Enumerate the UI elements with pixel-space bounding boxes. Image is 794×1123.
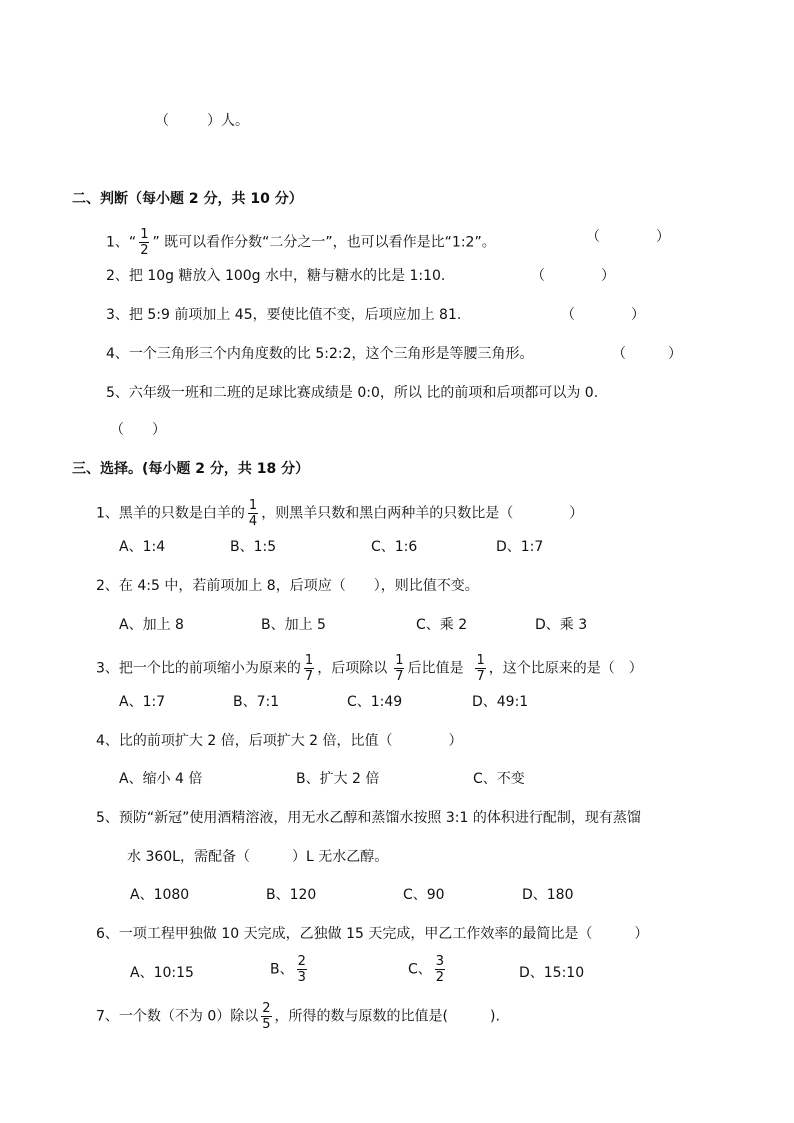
judge-q2-text: 2、把 10g 糖放入 100g 水中，糖与糖水的比是 1:10. [106,268,446,284]
choice-q2-text: 2、在 4:5 中，若前项加上 8，后项应（ ），则比值不变。 [96,578,479,594]
fraction-denominator: 5 [262,1017,271,1032]
choice-q4-option-b[interactable]: B、扩大 2 倍 [296,771,380,787]
fraction-denominator: 4 [248,514,258,529]
choice-q6-option-c[interactable] [408,954,448,985]
fraction-denominator: 3 [297,970,306,985]
choice-q7 [96,1001,500,1032]
section-3-heading: 三、选择。(每小题 2 分，共 18 分） [72,461,310,477]
choice-q1 [96,498,583,529]
choice-q4-option-c[interactable]: C、不变 [473,771,525,787]
choice-q4-option-a[interactable]: A、缩小 4 倍 [119,771,203,787]
fraction-one-half [139,227,149,258]
choice-q3-mid: ，后项除以 [317,660,388,677]
fraction-numerator: 1 [140,227,149,242]
choice-q1-pre: 1、黑羊的只数是白羊的 [96,505,245,522]
choice-q1-option-c[interactable]: C、1:6 [371,539,418,555]
judge-q4-text: 4、一个三角形三个内角度数的比 5:2:2，这个三角形是等腰三角形。 [106,346,534,362]
judge-q5-text: 5、六年级一班和二班的足球比赛成绩是 0:0，所以 比的前项和后项都可以为 0. [106,385,599,401]
fraction-two-fifths [261,1001,271,1032]
choice-q6-option-b[interactable] [270,954,310,985]
judge-q1 [106,227,496,258]
fraction-numerator: 1 [304,653,314,668]
fraction-numerator: 2 [262,1001,271,1016]
fraction-two-thirds [297,954,307,985]
choice-q3-post: ，这个比原来的是（ ） [488,660,643,677]
choice-q6-text: 6、一项工程甲独做 10 天完成，乙独做 15 天完成，甲乙工作效率的最简比是（ ） [96,926,649,942]
judge-q1-number: 1、 [106,234,129,251]
fraction-one-seventh [304,653,314,684]
judge-q1-answer-blank[interactable]: （ ） [586,229,670,245]
choice-q4-text: 4、比的前项扩大 2 倍，后项扩大 2 倍，比值（ ） [96,733,463,749]
judge-q2-answer-blank[interactable]: （ ） [531,268,615,284]
judge-q5-answer-blank[interactable]: （ ） [110,422,166,438]
fraction-denominator: 7 [304,669,314,684]
fraction-numerator: 3 [435,954,445,969]
top-answer-line [155,111,249,131]
fraction-numerator: 1 [476,653,485,668]
choice-q1-post: ，则黑羊只数和黑白两种羊的只数比是（ ） [261,505,584,522]
fraction-denominator: 2 [435,970,445,985]
choice-q1-option-a[interactable]: A、1:4 [119,539,166,555]
option-b-letter: B、 [270,961,294,978]
choice-q1-option-d[interactable]: D、1:7 [496,539,544,555]
judge-q3-answer-blank[interactable]: （ ） [561,307,645,323]
choice-q3-option-c[interactable]: C、1:49 [347,694,403,710]
fraction-denominator: 7 [395,669,404,684]
choice-q3-option-b[interactable]: B、7:1 [233,694,280,710]
option-c-letter: C、 [408,961,432,978]
choice-q6-option-a[interactable]: A、10:15 [130,965,194,981]
choice-q1-option-b[interactable]: B、1:5 [230,539,277,555]
choice-q2-option-a[interactable]: A、加上 8 [119,617,184,633]
fraction-denominator: 7 [476,669,485,684]
choice-q2-option-c[interactable]: C、乘 2 [416,617,468,633]
fraction-denominator: 2 [140,243,149,258]
fraction-one-seventh [475,653,485,684]
choice-q6-option-d[interactable]: D、15:10 [519,965,585,981]
fraction-numerator: 2 [297,954,306,969]
choice-q3-option-d[interactable]: D、49:1 [472,694,529,710]
choice-q5-line2: 水 360L，需配备（ ）L 无水乙醇。 [127,849,389,865]
section-2-heading: 二、判断（每小题 2 分，共 10 分） [72,191,303,207]
choice-q5-option-b[interactable]: B、120 [266,887,317,903]
choice-q5-line1: 5、预防“新冠”使用酒精溶液，用无水乙醇和蒸馏水按照 3:1 的体积进行配制，现有蒸馏 [96,810,641,826]
choice-q5-option-d[interactable]: D、180 [522,887,574,903]
choice-q7-post: ，所得的数与原数的比值是( ). [274,1008,500,1025]
top-answer-close: ）人。 [207,113,249,129]
fraction-one-seventh [394,653,404,684]
choice-q7-pre: 7、一个数（不为 0）除以 [96,1008,259,1025]
fraction-numerator: 1 [248,498,258,513]
judge-q1-text: ” 既可以看作分数“二分之一”，也可以看作是比“1:2”。 [152,234,496,251]
choice-q2-option-b[interactable]: B、加上 5 [261,617,326,633]
choice-q3-pre: 3、把一个比的前项缩小为原来的 [96,660,301,677]
top-answer-open: （ [155,113,169,129]
choice-q3-mid2: 后比值是 [407,660,464,677]
judge-q1-quote: “ [128,234,137,251]
fraction-numerator: 1 [395,653,404,668]
choice-q2-option-d[interactable]: D、乘 3 [535,617,588,633]
choice-q3 [96,653,643,684]
choice-q5-option-a[interactable]: A、1080 [130,887,190,903]
choice-q5-option-c[interactable]: C、90 [403,887,445,903]
choice-q3-option-a[interactable]: A、1:7 [119,694,166,710]
fraction-three-halves [435,954,445,985]
judge-q3-text: 3、把 5:9 前项加上 45，要使比值不变，后项应加上 81. [106,307,462,323]
fraction-one-quarter [248,498,258,529]
judge-q4-answer-blank[interactable]: （ ） [612,346,682,362]
